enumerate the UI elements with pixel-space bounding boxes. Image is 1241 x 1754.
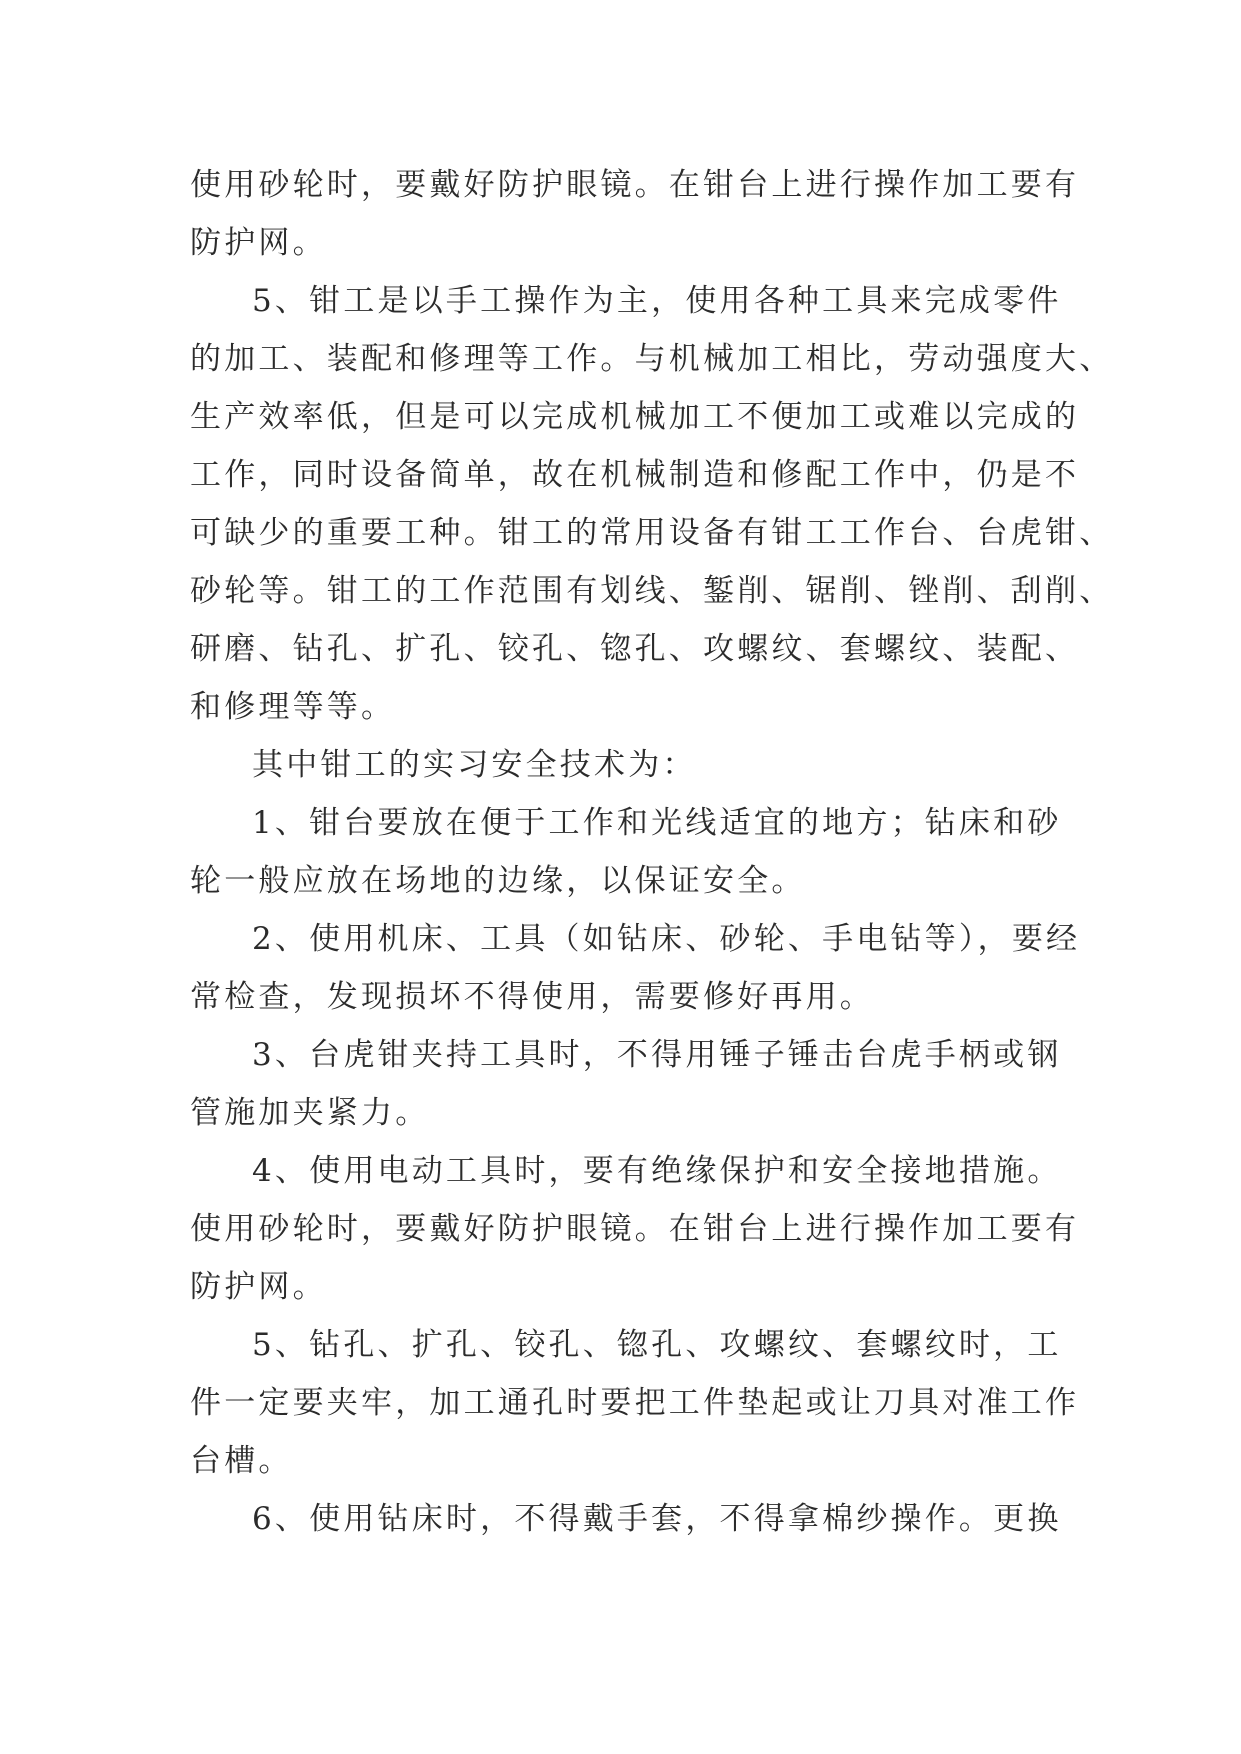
text-line: 管施加夹紧力。 (190, 1095, 430, 1131)
text-line: 生产效率低，但是可以完成机械加工不便加工或难以完成的 (190, 399, 1080, 435)
text-line: 可缺少的重要工种。钳工的常用设备有钳工工作台、台虎钳、 (190, 515, 1114, 551)
text-line: 常检查，发现损坏不得使用，需要修好再用。 (190, 979, 874, 1015)
text-line: 防护网。 (190, 1269, 327, 1305)
paragraph-start-line: 其中钳工的实习安全技术为： (252, 747, 697, 783)
text-line: 的加工、装配和修理等工作。与机械加工相比，劳动强度大、 (190, 341, 1114, 377)
paragraph-start-line: 1、钳台要放在便于工作和光线适宜的地方；钻床和砂 (252, 805, 1062, 841)
paragraph-start-line: 2、使用机床、工具（如钻床、砂轮、手电钻等），要经 (252, 921, 1081, 957)
paragraph-start-line: 4、使用电动工具时，要有绝缘保护和安全接地措施。 (252, 1153, 1062, 1189)
text-line: 使用砂轮时，要戴好防护眼镜。在钳台上进行操作加工要有 (190, 1211, 1080, 1247)
text-line: 砂轮等。钳工的工作范围有划线、錾削、锯削、锉削、刮削、 (190, 573, 1114, 609)
text-line: 台槽。 (190, 1443, 293, 1479)
text-line: 防护网。 (190, 225, 327, 261)
text-line: 件一定要夹牢，加工通孔时要把工件垫起或让刀具对准工作 (190, 1385, 1080, 1421)
text-line: 和修理等等。 (190, 689, 396, 725)
paragraph-start-line: 5、钳工是以手工操作为主，使用各种工具来完成零件 (252, 283, 1062, 319)
text-line: 工作，同时设备简单，故在机械制造和修配工作中，仍是不 (190, 457, 1080, 493)
text-line: 轮一般应放在场地的边缘，以保证安全。 (190, 863, 806, 899)
paragraph-start-line: 3、台虎钳夹持工具时，不得用锤子锤击台虎手柄或钢 (252, 1037, 1062, 1073)
text-line: 研磨、钻孔、扩孔、铰孔、锪孔、攻螺纹、套螺纹、装配、 (190, 631, 1080, 667)
paragraph-start-line: 5、钻孔、扩孔、铰孔、锪孔、攻螺纹、套螺纹时，工 (252, 1327, 1062, 1363)
text-line: 使用砂轮时，要戴好防护眼镜。在钳台上进行操作加工要有 (190, 167, 1080, 203)
paragraph-start-line: 6、使用钻床时，不得戴手套，不得拿棉纱操作。更换 (252, 1501, 1062, 1537)
